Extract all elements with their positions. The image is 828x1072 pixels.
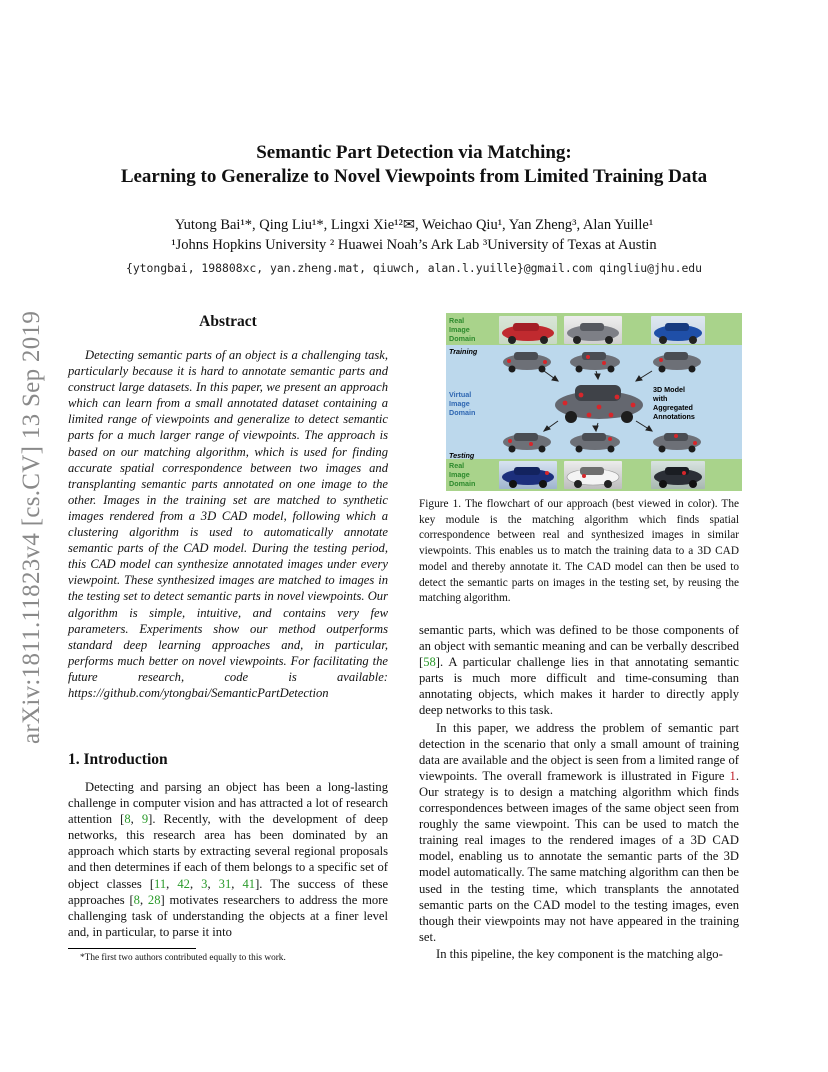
label-testing: Testing (449, 451, 475, 460)
right-paragraph-3: In this pipeline, the key component is the matching algo- (436, 946, 723, 961)
citation-link[interactable]: 9 (141, 812, 149, 827)
arxiv-identifier: arXiv:1811.11823v4 [cs.CV] 13 Sep 2019 (18, 310, 45, 744)
citation-link[interactable]: 8 (133, 892, 140, 907)
body-text: ]. A particular challenge lies in that annotating semantic parts is much more difficult and time-consuming than annotating objects, which makes it harder to directly apply deep networks to this task. (419, 655, 739, 718)
label-virtual-image-domain: Virtual Image Domain (449, 390, 476, 417)
footnote-rule (68, 948, 196, 949)
abstract-body (68, 347, 388, 701)
intro-sep: , (139, 892, 148, 907)
authors-line: Yutong Bai¹*, Qing Liu¹*, Lingxi Xie¹²✉, Weichao Qiu¹, Yan Zheng³, Alan Yuille¹ (174, 217, 654, 233)
citation-link[interactable]: 31 (218, 876, 232, 891)
right-paragraph-1 (419, 622, 739, 719)
intro-text: ]. The success of these approaches [ (68, 876, 389, 907)
citation-link[interactable]: 11 (154, 876, 167, 891)
label-3d-model: 3D Model with Aggregated Annotations (653, 385, 695, 421)
citation-link[interactable]: 28 (147, 892, 161, 907)
intro-sep: , (189, 876, 202, 891)
paper-title-line-1: Semantic Part Detection via Matching: (256, 142, 572, 163)
figure-1-caption: Figure 1. The flowchart of our approach (best viewed in color). The key module is the matching algorithm which finds spatial correspondence between real and synthesized images in similar viewpoints. This enables us to match the training data to a 3D CAD model and thereby annotate it. The CAD model can then be used to detect the semantic parts on images in the testing set, by reusing the matching algorithm. (419, 498, 739, 605)
figure-1-flowchart (446, 313, 742, 491)
affiliations-line: ¹Johns Hopkins University ² Huawei Noah’s Ark Lab ³University of Texas at Austin (171, 237, 657, 253)
car-icon (651, 461, 705, 489)
body-text: In this paper, we address the problem of semantic part detection in the scenario that only a small amount of training data are available and the object is seen from a limited range of viewpoints. The overall framework is illustrated in Figure (419, 720, 739, 783)
right-paragraph-2 (419, 720, 739, 945)
citation-link[interactable]: 8 (124, 812, 131, 827)
introduction-heading: 1. Introduction (68, 751, 168, 768)
label-real-image-domain-bottom: Real Image Domain (449, 461, 476, 488)
body-text: semantic parts, which was defined to be those components of an object with semantic meaning and can be verbally described [ (419, 623, 739, 670)
intro-sep: , (207, 876, 219, 891)
label-real-image-domain-top: Real Image Domain (449, 316, 476, 343)
intro-sep: , (231, 876, 243, 891)
car-icon (499, 461, 557, 489)
intro-text: ] motivates researchers to address the more challenging task of understanding the objects at a finer level and, in particular, to parse it into (68, 892, 389, 939)
right-column-body (419, 622, 739, 962)
author-emails: {ytongbai, 198808xc, yan.zheng.mat, qiuwch, alan.l.yuille}@gmail.com qingliu@jhu.edu (125, 261, 703, 275)
introduction-paragraph (68, 779, 388, 940)
body-text: . Our strategy is to design a matching algorithm which finds correspondences between images of the same object seen from roughly the same viewpoint. This can be used to match the training real images to the rendered images of a 3D CAD model, enabling us to annotate the semantic parts of the 3D model automatically. The same matching algorithm can then be used in the testing time, which transplants the annotated semantic parts on the CAD model to the testing images, even though their viewpoints may not have appeared in the training set. (419, 768, 739, 944)
footnote: *The first two authors contributed equally to this work. (80, 953, 286, 963)
abstract-heading: Abstract (199, 313, 257, 330)
testing-photo-dark-car (651, 461, 705, 489)
paper-title-line-2: Learning to Generalize to Novel Viewpoints from Limited Training Data (120, 166, 708, 187)
label-training: Training (449, 347, 478, 356)
intro-text: ]. Recently, with the development of deep networks, this research area has been dominated by an approach which starts by extracting several regional proposals and then determines if each of them belongs to a specific set of object classes [ (68, 812, 388, 891)
figure-reference-link[interactable]: 1 (729, 768, 736, 783)
testing-photo-blue-car (499, 461, 557, 489)
abstract-paragraph: Detecting semantic parts of an object is a challenging task, particularly because it is hard to annotate semantic parts and construct large datasets. In this paper, we present an approach which can learn from a small annotated dataset containing a limited range of viewpoints and generalize to detect semantic parts for a much larger range of viewpoints. The approach is based on our matching algorithm, which is used for finding accurate spatial correspondence between two images and transplanting semantic parts annotated on one image to the other. Images in the training set are matched to synthetic images rendered from a 3D CAD model, following which a clustering algorithm is used to automatically annotate semantic parts of the CAD model. During the testing period, this CAD model can synthesize annotated images under every viewpoint. These synthesized images are matched to images in the testing set to detect semantic parts in novel viewpoints. Our algorithm is simple, intuitive, and contains very few parameters. Experiments show our method outperforms standard deep learning approaches and, in particular, performs much better on novel viewpoints. For facilitating the future research, code is available: https://github.com/ytongbai/SemanticPartDetection (68, 348, 388, 700)
citation-link[interactable]: 3 (201, 876, 208, 891)
intro-sep: , (130, 812, 142, 827)
citation-link[interactable]: 41 (242, 876, 256, 891)
citation-link[interactable]: 42 (177, 876, 190, 891)
citation-link[interactable]: 58 (423, 655, 436, 670)
testing-photo-white-car (564, 461, 622, 489)
intro-sep: , (166, 876, 178, 891)
introduction-body (68, 779, 388, 940)
car-icon (564, 461, 622, 489)
intro-text: Detecting and parsing an object has been a long-lasting challenge in computer vision and has attracted a lot of research attention [ (68, 780, 388, 827)
